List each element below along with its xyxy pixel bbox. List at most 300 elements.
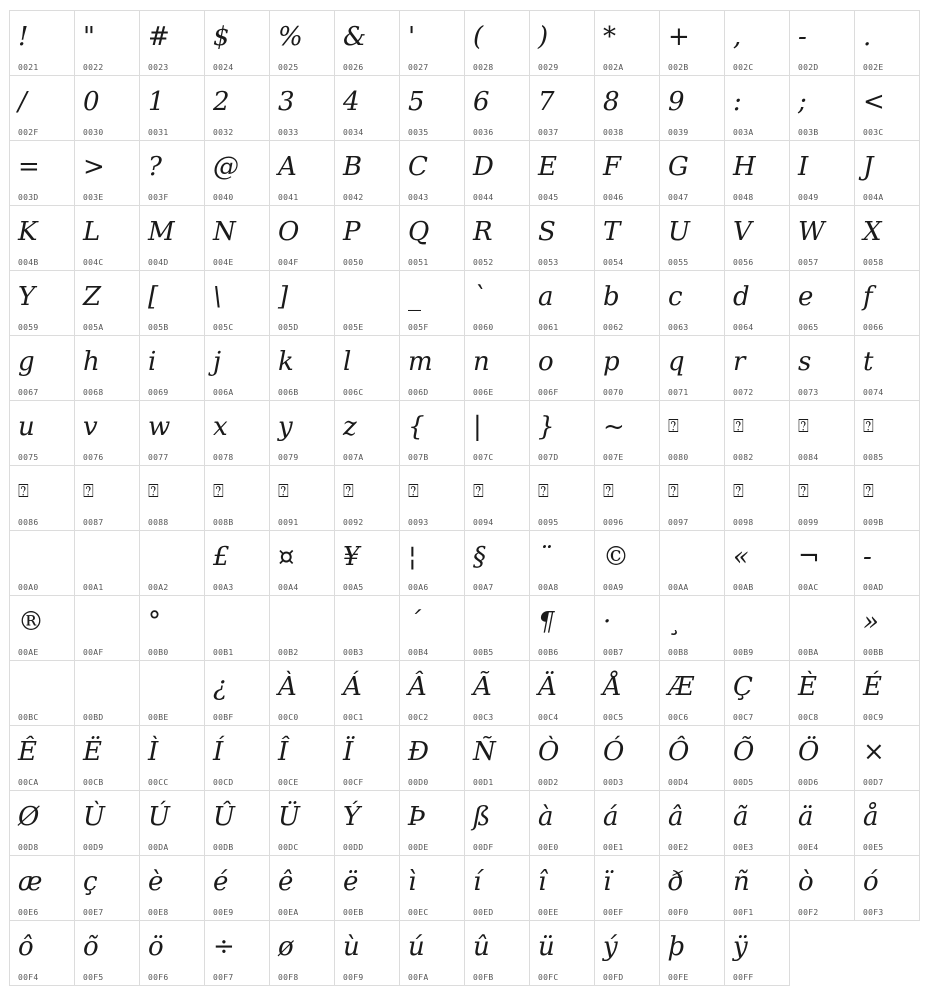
glyph-cell <box>594 140 660 206</box>
glyph-char: Û <box>213 802 235 832</box>
glyph-cell <box>464 75 530 141</box>
glyph-cell <box>334 725 400 791</box>
glyph-code: 00E2 <box>668 843 689 852</box>
glyph-char: Í <box>213 737 224 767</box>
glyph-cell <box>854 10 920 76</box>
glyph-char <box>733 598 785 646</box>
glyph-code: 00BE <box>148 713 169 722</box>
glyph-code: 00C6 <box>668 713 689 722</box>
glyph-code: 0053 <box>538 258 559 267</box>
glyph-code: 006D <box>408 388 429 397</box>
glyph-cell <box>854 465 920 531</box>
glyph-code: 0080 <box>668 453 689 462</box>
glyph-cell <box>204 335 270 401</box>
glyph-code: 0040 <box>213 193 234 202</box>
glyph-char: Þ <box>408 802 426 832</box>
glyph-cell <box>9 530 75 596</box>
glyph-code: 00CD <box>213 778 234 787</box>
glyph-char: È <box>798 672 817 702</box>
glyph-cell <box>789 660 855 726</box>
glyph-cell <box>529 335 595 401</box>
glyph-cell <box>334 465 400 531</box>
glyph-cell <box>204 140 270 206</box>
glyph-char: b <box>603 282 620 312</box>
glyph-cell <box>269 725 335 791</box>
glyph-char: & <box>343 22 367 52</box>
glyph-cell <box>269 140 335 206</box>
glyph-char: ] <box>278 282 289 312</box>
glyph-code: 006C <box>343 388 364 397</box>
glyph-code: 0026 <box>343 63 364 72</box>
glyph-char: Ô <box>668 737 690 767</box>
glyph-code: 0057 <box>798 258 819 267</box>
glyph-code: 00C1 <box>343 713 364 722</box>
glyph-code: 0048 <box>733 193 754 202</box>
glyph-code: 003E <box>83 193 104 202</box>
glyph-cell <box>269 595 335 661</box>
glyph-char: 3 <box>278 87 295 117</box>
glyph-code: 00F0 <box>668 908 689 917</box>
glyph-char: í <box>473 867 482 897</box>
glyph-cell <box>204 920 270 986</box>
glyph-char: ? <box>148 152 162 182</box>
glyph-char: Ë <box>83 737 102 767</box>
glyph-cell <box>659 790 725 856</box>
glyph-cell <box>74 660 140 726</box>
glyph-code: 00AC <box>798 583 819 592</box>
glyph-cell <box>269 400 335 466</box>
glyph-char: 4 <box>343 87 360 117</box>
glyph-char: À <box>278 672 297 702</box>
glyph-code: 00B6 <box>538 648 559 657</box>
glyph-code: 0044 <box>473 193 494 202</box>
glyph-code: 00BB <box>863 648 884 657</box>
glyph-char: g <box>18 347 35 377</box>
glyph-cell <box>399 595 465 661</box>
glyph-char: n <box>473 347 490 377</box>
glyph-cell <box>9 400 75 466</box>
glyph-cell <box>854 400 920 466</box>
glyph-code: 0069 <box>148 388 169 397</box>
glyph-char: Æ <box>668 672 695 702</box>
glyph-char: q <box>668 347 685 377</box>
missing-glyph-icon: ⍰ <box>278 481 289 502</box>
glyph-code: 00F3 <box>863 908 884 917</box>
glyph-char: % <box>278 22 303 52</box>
glyph-char: P <box>343 217 361 247</box>
glyph-char: ¨ <box>538 542 551 572</box>
glyph-code: 006F <box>538 388 559 397</box>
glyph-char: ¥ <box>343 542 360 572</box>
glyph-char: é <box>213 867 229 897</box>
glyph-char: ° <box>148 607 161 637</box>
glyph-code: 005B <box>148 323 169 332</box>
glyph-code: 00A9 <box>603 583 624 592</box>
glyph-cell <box>789 465 855 531</box>
glyph-code: 00E4 <box>798 843 819 852</box>
glyph-code: 00A7 <box>473 583 494 592</box>
glyph-cell <box>269 790 335 856</box>
glyph-cell <box>594 790 660 856</box>
glyph-cell <box>139 855 205 921</box>
glyph-cell <box>464 530 530 596</box>
glyph-cell <box>529 725 595 791</box>
glyph-code: 00AE <box>18 648 39 657</box>
glyph-code: 00B9 <box>733 648 754 657</box>
glyph-char: ¬ <box>798 542 820 572</box>
missing-glyph-icon: ⍰ <box>473 481 484 502</box>
glyph-code: 00D1 <box>473 778 494 787</box>
glyph-char: u <box>18 412 35 442</box>
glyph-char: $ <box>213 22 230 52</box>
glyph-code: 0046 <box>603 193 624 202</box>
glyph-char <box>148 533 200 581</box>
glyph-cell <box>204 270 270 336</box>
glyph-char: £ <box>213 542 230 572</box>
glyph-code: 0092 <box>343 518 364 527</box>
glyph-cell <box>204 855 270 921</box>
glyph-code: 00D0 <box>408 778 429 787</box>
glyph-char: = <box>18 152 40 182</box>
glyph-code: 00C3 <box>473 713 494 722</box>
glyph-cell <box>594 270 660 336</box>
glyph-code: 003F <box>148 193 169 202</box>
missing-glyph-icon: ⍰ <box>798 416 809 437</box>
glyph-char: ã <box>733 802 749 832</box>
glyph-cell <box>789 530 855 596</box>
glyph-code: 00C9 <box>863 713 884 722</box>
glyph-cell <box>789 75 855 141</box>
glyph-cell <box>399 10 465 76</box>
glyph-cell <box>204 205 270 271</box>
glyph-code: 00F7 <box>213 973 234 982</box>
glyph-code: 002C <box>733 63 754 72</box>
glyph-code: 00F8 <box>278 973 299 982</box>
glyph-code: 00EE <box>538 908 559 917</box>
glyph-code: 0056 <box>733 258 754 267</box>
glyph-cell <box>464 595 530 661</box>
glyph-char: è <box>148 867 164 897</box>
glyph-cell <box>594 75 660 141</box>
glyph-char: I <box>798 152 809 182</box>
glyph-cell <box>139 10 205 76</box>
glyph-cell <box>854 725 920 791</box>
glyph-char: ý <box>603 932 618 962</box>
glyph-code: 0078 <box>213 453 234 462</box>
glyph-code: 00EB <box>343 908 364 917</box>
glyph-cell <box>724 530 790 596</box>
glyph-code: 00E8 <box>148 908 169 917</box>
glyph-char: M <box>148 217 175 247</box>
glyph-cell <box>659 75 725 141</box>
glyph-cell <box>139 400 205 466</box>
glyph-char: U <box>668 217 690 247</box>
glyph-code: 0027 <box>408 63 429 72</box>
glyph-cell <box>529 75 595 141</box>
glyph-code: 003D <box>18 193 39 202</box>
glyph-code: 0085 <box>863 453 884 462</box>
glyph-cell <box>659 595 725 661</box>
glyph-char <box>798 598 850 646</box>
glyph-cell <box>9 790 75 856</box>
glyph-code: 007D <box>538 453 559 462</box>
glyph-char: å <box>863 802 879 832</box>
glyph-cell <box>529 465 595 531</box>
glyph-code: 00F9 <box>343 973 364 982</box>
glyph-char: _ <box>408 282 421 312</box>
glyph-cell <box>854 595 920 661</box>
glyph-char: ç <box>83 867 98 897</box>
glyph-char: Á <box>343 672 362 702</box>
glyph-cell <box>74 855 140 921</box>
glyph-char: ¤ <box>278 542 295 572</box>
glyph-char: K <box>18 217 38 247</box>
glyph-code: 00CB <box>83 778 104 787</box>
glyph-cell <box>659 400 725 466</box>
glyph-cell <box>594 725 660 791</box>
glyph-char: x <box>213 412 228 442</box>
glyph-cell <box>204 400 270 466</box>
missing-glyph-icon: ⍰ <box>733 416 744 437</box>
glyph-char: G <box>668 152 689 182</box>
glyph-cell <box>9 205 75 271</box>
glyph-code: 0077 <box>148 453 169 462</box>
glyph-char: Y <box>18 282 36 312</box>
glyph-char: ; <box>798 87 807 117</box>
glyph-code: 002E <box>863 63 884 72</box>
glyph-cell <box>464 335 530 401</box>
glyph-cell <box>9 75 75 141</box>
glyph-char <box>343 598 395 646</box>
glyph-char: d <box>733 282 750 312</box>
glyph-code: 00FC <box>538 973 559 982</box>
glyph-char: N <box>213 217 236 247</box>
glyph-code: 0024 <box>213 63 234 72</box>
glyph-cell <box>529 530 595 596</box>
glyph-code: 0037 <box>538 128 559 137</box>
glyph-code: 00CA <box>18 778 39 787</box>
glyph-cell <box>594 530 660 596</box>
glyph-cell <box>854 205 920 271</box>
glyph-code: 006A <box>213 388 234 397</box>
glyph-cell <box>334 140 400 206</box>
glyph-grid <box>9 10 920 985</box>
glyph-char: « <box>733 542 749 572</box>
glyph-cell <box>334 205 400 271</box>
glyph-char <box>18 663 70 711</box>
glyph-cell <box>854 270 920 336</box>
glyph-char: - <box>798 22 807 52</box>
glyph-code: 00EF <box>603 908 624 917</box>
glyph-char <box>83 598 135 646</box>
glyph-char: W <box>798 217 825 247</box>
glyph-char: Â <box>408 672 427 702</box>
glyph-char: Ä <box>538 672 557 702</box>
glyph-cell <box>724 790 790 856</box>
glyph-cell <box>74 335 140 401</box>
glyph-char: s <box>798 347 812 377</box>
glyph-char: § <box>473 542 486 572</box>
glyph-cell <box>204 790 270 856</box>
glyph-cell <box>9 725 75 791</box>
glyph-cell <box>724 400 790 466</box>
glyph-code: 0072 <box>733 388 754 397</box>
glyph-cell <box>724 75 790 141</box>
glyph-cell <box>334 855 400 921</box>
glyph-char: © <box>603 542 629 572</box>
glyph-cell <box>789 400 855 466</box>
glyph-char: h <box>83 347 100 377</box>
glyph-char: E <box>538 152 557 182</box>
glyph-code: 00A1 <box>83 583 104 592</box>
glyph-code: 00FD <box>603 973 624 982</box>
glyph-cell <box>659 335 725 401</box>
glyph-char: / <box>18 87 27 117</box>
glyph-cell <box>9 595 75 661</box>
glyph-code: 00F5 <box>83 973 104 982</box>
glyph-cell <box>334 75 400 141</box>
glyph-char: C <box>408 152 428 182</box>
glyph-char: ì <box>408 867 417 897</box>
glyph-cell <box>74 205 140 271</box>
glyph-char: 2 <box>213 87 230 117</box>
glyph-char: ú <box>408 932 425 962</box>
glyph-char: ® <box>18 607 44 637</box>
glyph-cell <box>334 530 400 596</box>
glyph-char: | <box>473 412 482 442</box>
glyph-code: 004A <box>863 193 884 202</box>
glyph-code: 009B <box>863 518 884 527</box>
glyph-code: 0055 <box>668 258 689 267</box>
missing-glyph-icon: ⍰ <box>213 481 224 502</box>
glyph-code: 0032 <box>213 128 234 137</box>
glyph-char: þ <box>668 932 685 962</box>
glyph-cell <box>594 920 660 986</box>
glyph-char: Ö <box>798 737 820 767</box>
glyph-cell <box>529 855 595 921</box>
glyph-code: 0058 <box>863 258 884 267</box>
glyph-cell <box>334 270 400 336</box>
glyph-cell <box>399 75 465 141</box>
glyph-char: R <box>473 217 493 247</box>
glyph-code: 00E1 <box>603 843 624 852</box>
glyph-cell <box>594 595 660 661</box>
glyph-char: û <box>473 932 490 962</box>
glyph-code: 008B <box>213 518 234 527</box>
glyph-code: 004D <box>148 258 169 267</box>
glyph-code: 007C <box>473 453 494 462</box>
glyph-code: 00B0 <box>148 648 169 657</box>
glyph-cell <box>464 205 530 271</box>
glyph-char: z <box>343 412 357 442</box>
glyph-char: á <box>603 802 619 832</box>
glyph-cell <box>724 920 790 986</box>
glyph-cell <box>139 140 205 206</box>
glyph-code: 00CF <box>343 778 364 787</box>
glyph-code: 00C8 <box>798 713 819 722</box>
glyph-code: 007B <box>408 453 429 462</box>
glyph-code: 00E6 <box>18 908 39 917</box>
glyph-char: â <box>668 802 684 832</box>
glyph-char <box>213 598 265 646</box>
glyph-cell <box>139 205 205 271</box>
glyph-cell <box>594 335 660 401</box>
glyph-cell <box>334 920 400 986</box>
glyph-code: 004F <box>278 258 299 267</box>
glyph-char <box>278 598 330 646</box>
glyph-code: 00D3 <box>603 778 624 787</box>
glyph-char: w <box>148 412 171 442</box>
glyph-cell <box>854 75 920 141</box>
glyph-cell <box>594 855 660 921</box>
glyph-cell <box>659 725 725 791</box>
glyph-cell <box>9 335 75 401</box>
glyph-code: 00A6 <box>408 583 429 592</box>
glyph-cell <box>74 465 140 531</box>
glyph-cell <box>9 920 75 986</box>
glyph-char <box>343 273 395 321</box>
glyph-code: 00DC <box>278 843 299 852</box>
glyph-char: O <box>278 217 300 247</box>
glyph-cell <box>139 595 205 661</box>
glyph-cell <box>74 725 140 791</box>
glyph-code: 00AA <box>668 583 689 592</box>
glyph-code: 0061 <box>538 323 559 332</box>
glyph-char: ê <box>278 867 294 897</box>
glyph-code: 007E <box>603 453 624 462</box>
glyph-cell <box>204 725 270 791</box>
glyph-cell <box>529 790 595 856</box>
glyph-cell <box>334 660 400 726</box>
glyph-cell <box>74 75 140 141</box>
glyph-code: 006B <box>278 388 299 397</box>
glyph-char: ) <box>538 22 549 52</box>
glyph-code: 00D7 <box>863 778 884 787</box>
missing-glyph-icon: ⍰ <box>83 481 94 502</box>
glyph-code: 00DB <box>213 843 234 852</box>
glyph-code: 00BA <box>798 648 819 657</box>
glyph-cell <box>529 400 595 466</box>
glyph-char: ÷ <box>213 932 235 962</box>
glyph-cell <box>854 790 920 856</box>
glyph-code: 0025 <box>278 63 299 72</box>
glyph-code: 00BD <box>83 713 104 722</box>
glyph-char: ò <box>798 867 814 897</box>
glyph-char: , <box>733 22 742 52</box>
glyph-char <box>148 663 200 711</box>
glyph-code: 00CE <box>278 778 299 787</box>
glyph-char: - <box>863 542 872 572</box>
glyph-code: 00D5 <box>733 778 754 787</box>
glyph-cell <box>399 140 465 206</box>
glyph-char: c <box>668 282 683 312</box>
glyph-char: Ø <box>18 802 40 832</box>
glyph-cell <box>724 595 790 661</box>
glyph-char: Ñ <box>473 737 496 767</box>
glyph-char: ¿ <box>213 672 227 702</box>
glyph-cell <box>399 660 465 726</box>
missing-glyph-icon: ⍰ <box>343 481 354 502</box>
glyph-cell <box>659 205 725 271</box>
glyph-char: à <box>538 802 554 832</box>
missing-glyph-icon: ⍰ <box>863 481 874 502</box>
missing-glyph-icon: ⍰ <box>863 416 874 437</box>
glyph-char: ï <box>603 867 612 897</box>
glyph-code: 00C7 <box>733 713 754 722</box>
glyph-cell <box>789 270 855 336</box>
glyph-code: 00E7 <box>83 908 104 917</box>
glyph-char: ~ <box>603 412 625 442</box>
